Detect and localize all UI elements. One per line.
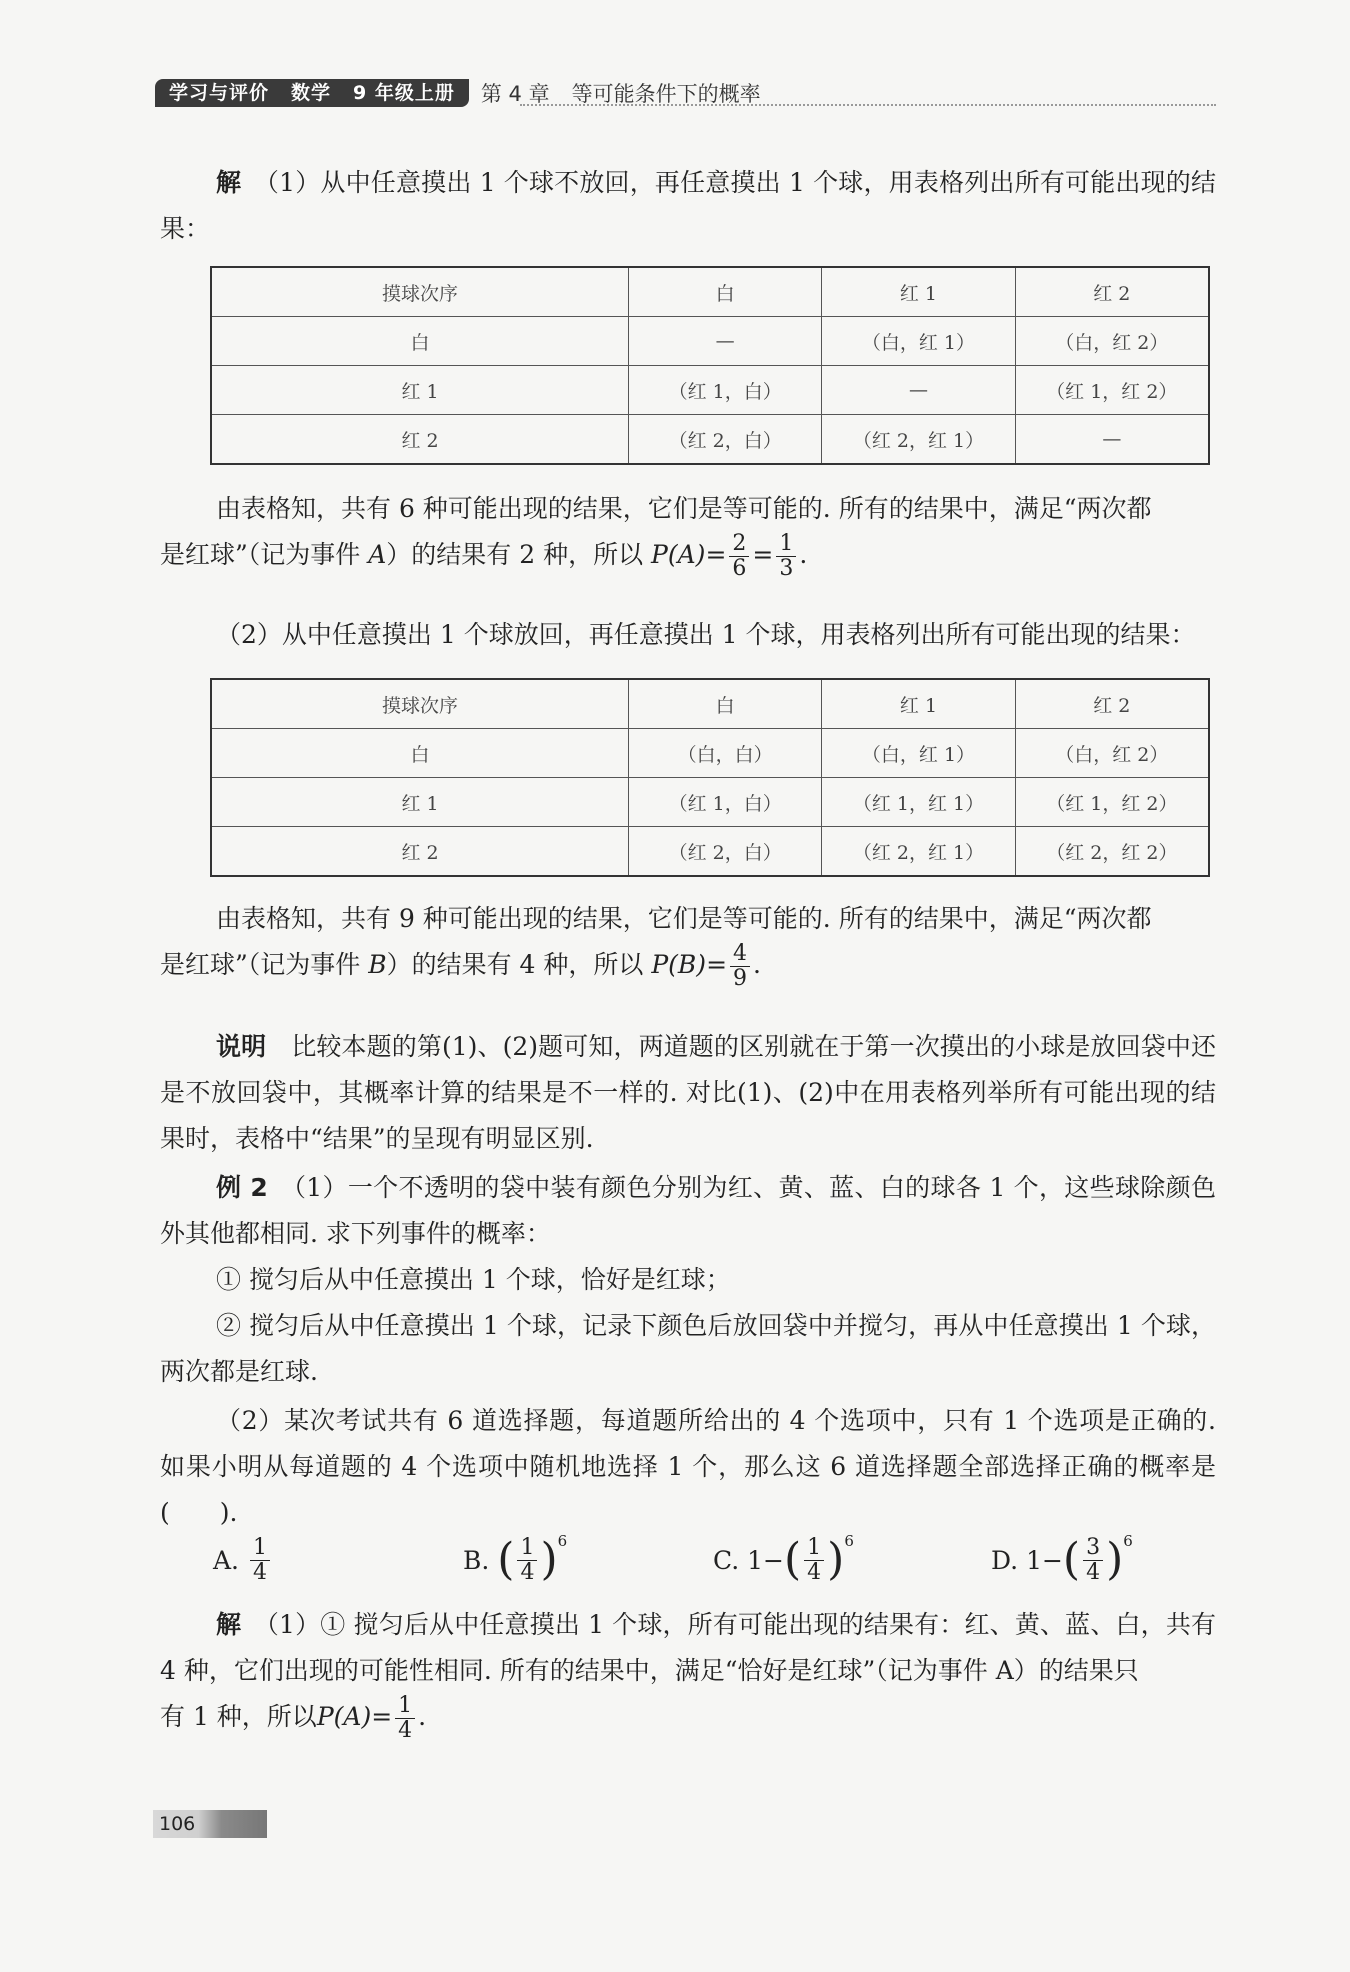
- table-header-cell: 红 2: [1015, 267, 1209, 317]
- conclusion-2-line2: 是红球”（记为事件 B）的结果有 4 种，所以 P(B)= $\frac{4}{9}$ .: [160, 941, 761, 991]
- table-row: [211, 366, 1209, 415]
- table-row: [211, 415, 1209, 465]
- text: ）的结果有 4 种，所以: [386, 950, 652, 979]
- exponent: 6: [557, 1532, 568, 1550]
- left-paren: (: [784, 1534, 802, 1585]
- solution-1-intro: [160, 160, 1216, 252]
- numerator: 1: [776, 532, 796, 557]
- fraction: [517, 1536, 537, 1585]
- table-cell: （红 2，红 1）: [822, 415, 1015, 465]
- note-paragraph: [160, 1024, 1216, 1162]
- table-cell: 红 1: [211, 778, 629, 827]
- denominator: 4: [520, 1559, 535, 1585]
- table-cell: （红 2，白）: [629, 415, 822, 465]
- numerator: 1: [517, 1536, 537, 1561]
- solution-1-text: （1）从中任意摸出 1 个球不放回，再任意摸出 1 个球，用表格列出所有可能出现的结果：: [160, 168, 1216, 243]
- example-label: 例 2: [216, 1173, 268, 1202]
- book-subject: 数学: [291, 82, 332, 104]
- exponent: 6: [1123, 1532, 1133, 1550]
- table-cell: （白，白）: [629, 729, 822, 778]
- solution-label: 解: [216, 1610, 242, 1639]
- choice-b: [463, 1530, 567, 1590]
- table-row: [211, 729, 1209, 778]
- table-header-cell: 白: [629, 679, 822, 729]
- left-paren: (: [1062, 1534, 1081, 1585]
- denominator: 3: [779, 556, 794, 581]
- example-2-item2: ② 搅匀后从中任意摸出 1 个球，记录下颜色后放回袋中并搅匀，再从中任意摸出 1 个球，两次都是红球.: [160, 1311, 1216, 1386]
- table-cell: 红 2: [211, 415, 629, 465]
- solution-example-2: [160, 1602, 1216, 1743]
- book-badge: [155, 79, 469, 107]
- choice-letter: B.: [463, 1545, 490, 1575]
- denominator: 6: [732, 556, 747, 581]
- fraction: [250, 1536, 270, 1585]
- fraction: [729, 532, 749, 581]
- table-cell: （白，红 1）: [822, 317, 1015, 366]
- example-2-part2: （2）某次考试共有 6 道选择题，每道题所给出的 4 个选项中，只有 1 个选项是正确的. 如果小明从每道题的 4 个选项中随机地选择 1 个，那么这 6 道选择题全部选择正确的概率是( ).: [160, 1406, 1216, 1527]
- table-cell: （红 1，白）: [629, 778, 822, 827]
- event-symbol: A: [368, 540, 387, 569]
- table-cell: （白，红 2）: [1015, 729, 1209, 778]
- numerator: 1: [804, 1536, 824, 1561]
- table-without-replacement: [210, 266, 1210, 465]
- denominator: 4: [252, 1559, 267, 1585]
- choice-letter: D.: [991, 1545, 1019, 1575]
- choice-d: [991, 1530, 1133, 1590]
- right-paren: ): [1106, 1534, 1124, 1585]
- numerator: 4: [730, 942, 750, 967]
- denominator: 4: [398, 1718, 413, 1743]
- table-cell: 红 2: [211, 827, 629, 877]
- text: ）的结果有 2 种，所以: [386, 540, 652, 569]
- denominator: 4: [807, 1559, 822, 1585]
- choice-c: [713, 1530, 854, 1590]
- denominator: 4: [1086, 1559, 1101, 1585]
- right-paren: ): [540, 1534, 558, 1585]
- note-text: 比较本题的第(1)、(2)题可知，两道题的区别就在于第一次摸出的小球是放回袋中还是不放回袋中，其概率计算的结果是不一样的. 对比(1)、(2)中在用表格列举所有可能出现的结果时，表格中“结果”的呈现有明显区别.: [160, 1032, 1216, 1153]
- text: 是红球”（记为事件: [160, 950, 369, 979]
- table-header-row: [211, 679, 1209, 729]
- left-paren: (: [497, 1534, 515, 1585]
- book-grade: 9 年级上册: [353, 82, 455, 104]
- choice-letter: C.: [713, 1545, 740, 1575]
- solution-label: 解: [216, 168, 242, 197]
- table-cell: 白: [211, 729, 629, 778]
- solution-last-line: 有 1 种，所以P(A)= $\frac{1}{4}$ .: [160, 1693, 427, 1743]
- fraction: [776, 532, 796, 581]
- table-cell: （红 2，红 1）: [822, 827, 1015, 877]
- table-header-cell: 摸球次序: [211, 267, 629, 317]
- conclusion-2-line1: 由表格知，共有 9 种可能出现的结果，它们是等可能的. 所有的结果中，满足“两次都: [216, 904, 1152, 933]
- fraction: [395, 1694, 415, 1743]
- table-row: [211, 317, 1209, 366]
- table-header-cell: 白: [629, 267, 822, 317]
- conclusion-2: [160, 896, 1216, 991]
- solution-text: （1）① 搅匀后从中任意摸出 1 个球，所有可能出现的结果有：红、黄、蓝、白，共有 4 种，它们出现的可能性相同. 所有的结果中，满足“恰好是红球”（记为事件 A）的结果只: [160, 1610, 1216, 1685]
- example-2-part1: [160, 1165, 1216, 1257]
- table-cell: —: [629, 317, 822, 366]
- text: 是红球”（记为事件: [160, 540, 369, 569]
- one-minus: 1−: [1026, 1545, 1063, 1575]
- numerator: 1: [250, 1536, 270, 1561]
- fraction: [730, 942, 750, 991]
- denominator: 9: [733, 966, 748, 991]
- table-cell: （红 1，红 1）: [822, 778, 1015, 827]
- note-label: 说明: [216, 1032, 267, 1061]
- right-paren: ): [827, 1534, 845, 1585]
- solution-2-intro: （2）从中任意摸出 1 个球放回，再任意摸出 1 个球，用表格列出所有可能出现的结果：: [216, 620, 1196, 649]
- table-cell: —: [822, 366, 1015, 415]
- table-row: [211, 827, 1209, 877]
- fraction: [804, 1536, 824, 1585]
- example-2-item1: ① 搅匀后从中任意摸出 1 个球，恰好是红球；: [216, 1265, 731, 1294]
- probability-expr: P(A): [651, 540, 706, 569]
- text: 有 1 种，所以: [160, 1702, 317, 1731]
- exponent: 6: [844, 1532, 854, 1550]
- choice-a: [213, 1530, 273, 1590]
- table-header-cell: 摸球次序: [211, 679, 629, 729]
- table-header-cell: 红 2: [1015, 679, 1209, 729]
- event-symbol: B: [368, 950, 387, 979]
- conclusion-1: [160, 486, 1216, 581]
- probability-expr: P(B): [651, 950, 707, 979]
- numerator: 1: [395, 1694, 415, 1719]
- table-cell: （红 1，红 2）: [1015, 366, 1209, 415]
- choice-letter: A.: [213, 1545, 240, 1575]
- table-row: [211, 778, 1209, 827]
- table-cell: 白: [211, 317, 629, 366]
- table-cell: （红 2，红 2）: [1015, 827, 1209, 877]
- table-header-cell: 红 1: [822, 267, 1015, 317]
- numerator: 3: [1083, 1536, 1103, 1561]
- table-cell: —: [1015, 415, 1209, 465]
- book-series: 学习与评价: [169, 82, 270, 104]
- fraction: [1083, 1536, 1103, 1585]
- probability-expr: P(A): [316, 1702, 372, 1731]
- chapter-title: 等可能条件下的概率: [571, 82, 761, 106]
- table-cell: （红 1，白）: [629, 366, 822, 415]
- numerator: 2: [729, 532, 749, 557]
- table-cell: （白，红 1）: [822, 729, 1015, 778]
- page-number: 106: [153, 1810, 267, 1838]
- chapter-number: 第 4 章: [480, 82, 550, 106]
- header-divider: [520, 104, 1216, 106]
- conclusion-1-line1: 由表格知，共有 6 种可能出现的结果，它们是等可能的. 所有的结果中，满足“两次都: [216, 494, 1152, 523]
- one-minus: 1−: [747, 1545, 784, 1575]
- table-cell: 红 1: [211, 366, 629, 415]
- table-header-cell: 红 1: [822, 679, 1015, 729]
- conclusion-1-line2: 是红球”（记为事件 A）的结果有 2 种，所以 P(A)= $\frac{2}{6}$ = $\frac{1}{3}$ .: [160, 531, 808, 581]
- table-with-replacement: [210, 678, 1210, 877]
- table-cell: （红 2，白）: [629, 827, 822, 877]
- table-cell: （红 1，红 2）: [1015, 778, 1209, 827]
- table-cell: （白，红 2）: [1015, 317, 1209, 366]
- example-2-text: （1）一个不透明的袋中装有颜色分别为红、黄、蓝、白的球各 1 个，这些球除颜色外其他都相同. 求下列事件的概率：: [160, 1173, 1216, 1248]
- table-header-row: [211, 267, 1209, 317]
